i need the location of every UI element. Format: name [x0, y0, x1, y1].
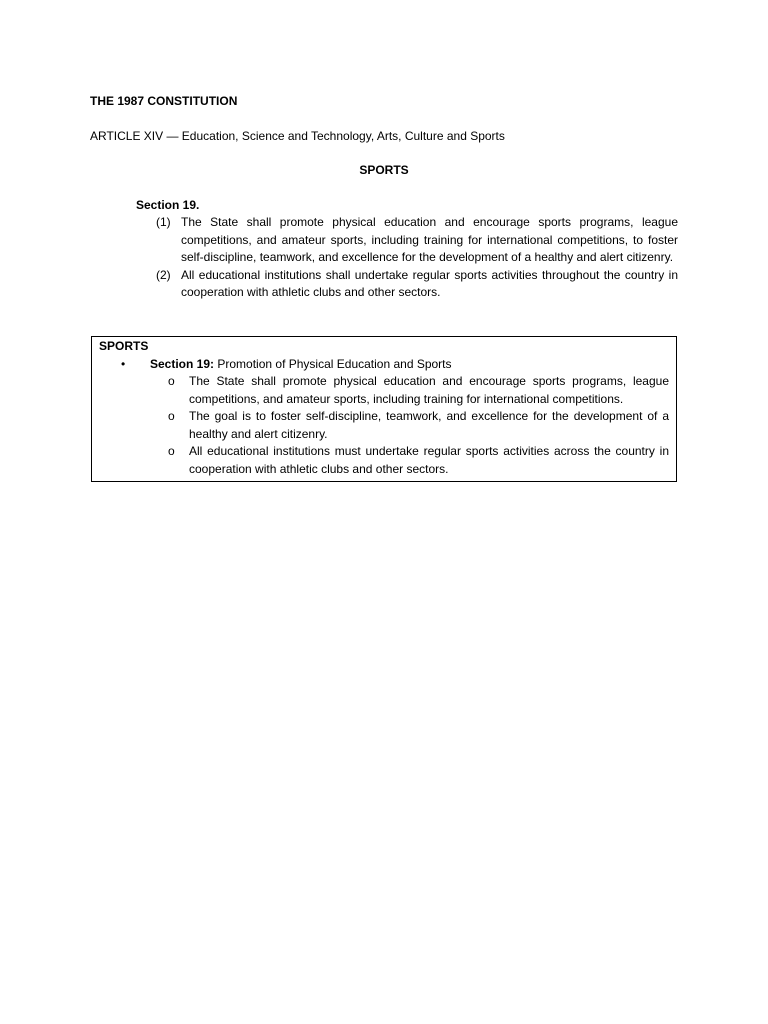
bullet-marker: •: [121, 356, 126, 371]
sub-bullet-marker: o: [168, 374, 175, 388]
provision-number: (1): [156, 215, 171, 229]
summary-heading: SPORTS: [99, 339, 149, 353]
provision-item: [156, 214, 678, 267]
section-heading: Section 19.: [136, 198, 200, 212]
summary-points: [99, 373, 669, 478]
sub-bullet-marker: o: [168, 444, 175, 458]
provision-number: (2): [156, 267, 171, 282]
summary-section-label: Section 19:: [150, 356, 215, 371]
article-title: ARTICLE XIV — Education, Science and Technology, Arts, Culture and Sports: [90, 129, 505, 143]
provision-item: [156, 267, 678, 302]
provision-list: [156, 214, 678, 302]
provision-text: The State shall promote physical education and encourage sports programs, league competitions, and amateur sports, including training for international competitions, to foster self-discipline, teamwork, and excellence for the development of a healthy and alert citizenry.: [181, 215, 678, 264]
summary-box: [91, 336, 677, 482]
summary-point-text: The State shall promote physical education and encourage sports programs, league competitions, and amateur sports, including training for international competitions.: [189, 374, 669, 406]
summary-point: [99, 443, 669, 478]
summary-point-text: All educational institutions must undertake regular sports activities across the country in cooperation with athletic clubs and other sectors.: [189, 444, 669, 476]
summary-point-text: The goal is to foster self-discipline, teamwork, and excellence for the development of a healthy and alert citizenry.: [189, 409, 669, 441]
summary-section-title: Promotion of Physical Education and Sports: [217, 356, 452, 371]
summary-point: [99, 373, 669, 408]
provision-text: All educational institutions shall undertake regular sports activities throughout the country in cooperation with athletic clubs and other sectors.: [181, 267, 678, 299]
document-title: THE 1987 CONSTITUTION: [90, 94, 238, 108]
summary-point: [99, 408, 669, 443]
sub-bullet-marker: o: [168, 409, 175, 423]
summary-bullet: [99, 356, 669, 374]
sports-heading: SPORTS: [359, 163, 409, 177]
